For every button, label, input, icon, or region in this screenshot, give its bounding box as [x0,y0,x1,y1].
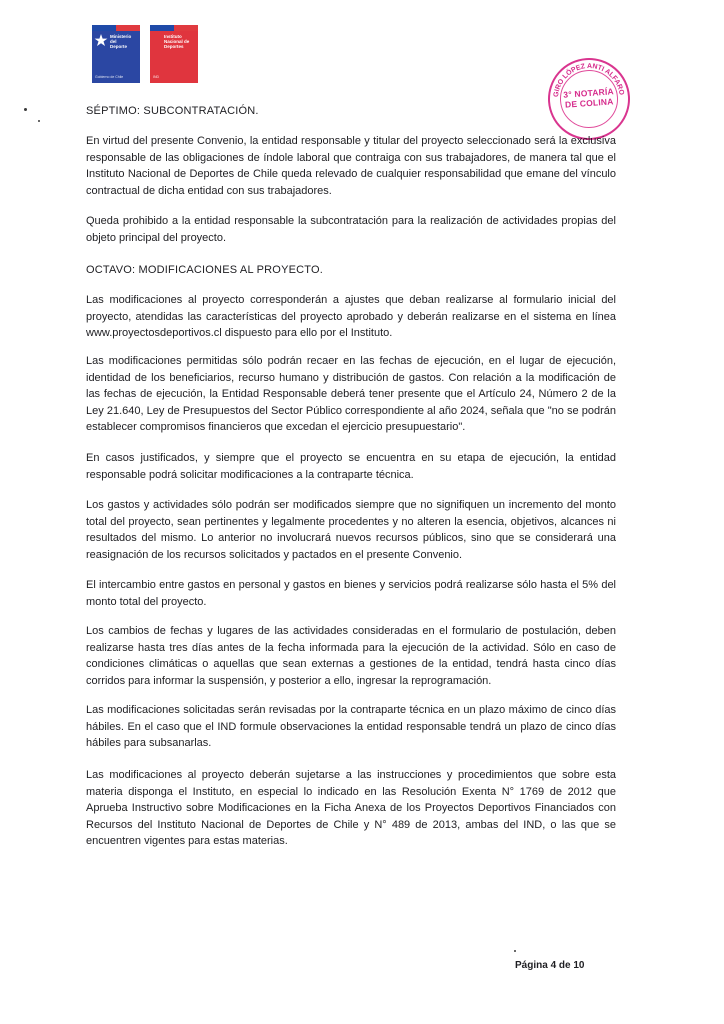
paragraph: Los cambios de fechas y lugares de las actividades consideradas en el formulario de postulación, deben realizarse hasta tres días antes de la fecha informada para la ejecución de la actividad. Sólo en caso de condiciones climáticas o aquellas que sean externas a gestiones de la entidad, tendrá hasta cinco días corridos para informar la suspensión, y posterior a ello, ingresar la reprogramación. [86,625,616,687]
scan-speck [38,120,40,122]
stamp-line-1: 3° NOTARÍA [562,86,615,100]
paragraph: Las modificaciones solicitadas serán revisadas por la contraparte técnica en un plazo máximo de cinco días hábiles. En el caso que el IND formule observaciones la entidad responsable tendrá un plazo de cinco días hábiles para subsanarlas. [86,704,616,750]
chile-star-icon [94,33,108,49]
ministerio-deporte-logo: Ministerio del Deporte Gobierno de Chile [92,25,140,83]
paragraph: Queda prohibido a la entidad responsable la subcontratación para la realización de actividades propias del objeto principal del proyecto. [86,215,616,244]
stamp-ring-text: GIRO LÓPEZ ANTI ALFARO [552,62,625,98]
paragraph: Las modificaciones al proyecto deberán sujetarse a las instrucciones y procedimientos que sobre esta materia disponga el Instituto, en especial lo indicado en las Resolución Exenta N° 1769 de 2012 que Aprueba Instructivo sobre Modificaciones en la Ficha Anexa de los Proyectos Deportivos Financiados con Recursos del Instituto Nacional de Deportes de Chile y N° 489 de 2013, ambas del IND, o las que se encuentren vigentes para estas materias. [86,769,616,848]
paragraph: Las modificaciones permitidas sólo podrán recaer en las fechas de ejecución, en el lugar de ejecución, identidad de los beneficiarios, recurso humano y distribución de gastos. Con relación a la modificación de las fechas de ejecución, la Entidad Responsable deberá tener presente que el Artículo 24, Número 2 de la Ley 21.640, Ley de Presupuestos del Sector Público correspondiente al año 2024, señala que "no se podrán establecer compromisos financieros que excedan el ejercicio presupuestario". [86,355,616,434]
section-heading-octavo: OCTAVO: MODIFICACIONES AL PROYECTO. [86,264,324,276]
section-heading-septimo: SÉPTIMO: SUBCONTRATACIÓN. [86,105,259,117]
notary-stamp [545,55,633,143]
ind-logo: Instituto Nacional de Deportes IND [150,25,198,83]
paragraph: Las modificaciones al proyecto corresponderán a ajustes que deban realizarse al formulario inicial del proyecto, atendidas las características del proyecto aprobado y deberán realizarse en el sistema en línea www.proyectosdeportivos.cl dispuesto para ello por el Instituto. [86,294,616,340]
paragraph: El intercambio entre gastos en personal y gastos en bienes y servicios podrá realizarse sólo hasta el 5% del monto total del proyecto. [86,579,616,608]
scan-speck [514,950,516,952]
paragraph: En casos justificados, y siempre que el proyecto se encuentra en su etapa de ejecución, la entidad responsable podrá solicitar modificaciones a la contraparte técnica. [86,452,616,481]
scan-speck [24,108,27,111]
page-number: Página 4 de 10 [515,960,585,971]
paragraph: Los gastos y actividades sólo podrán ser modificados siempre que no signifiquen un incremento del monto total del proyecto, sean pertinentes y legalmente procedentes y no alteren la esencia, objetivos, alcances ni resultados del mismo. Lo anterior no involucrará nuevos recursos públicos, sino que se considerará una reasignación de los recursos solicitados y pactados en el presente Convenio. [86,499,616,561]
paragraph: En virtud del presente Convenio, la entidad responsable y titular del proyecto seleccionado será la exclusiva responsable de las obligaciones de índole laboral que contraiga con sus trabajadores, de manera tal que el Instituto Nacional de Deportes de Chile queda relevado de cualquier responsabilidad que emane del vínculo contractual de dicha entidad con sus trabajadores. [86,135,616,197]
stamp-line-2: DE COLINA [564,96,614,110]
